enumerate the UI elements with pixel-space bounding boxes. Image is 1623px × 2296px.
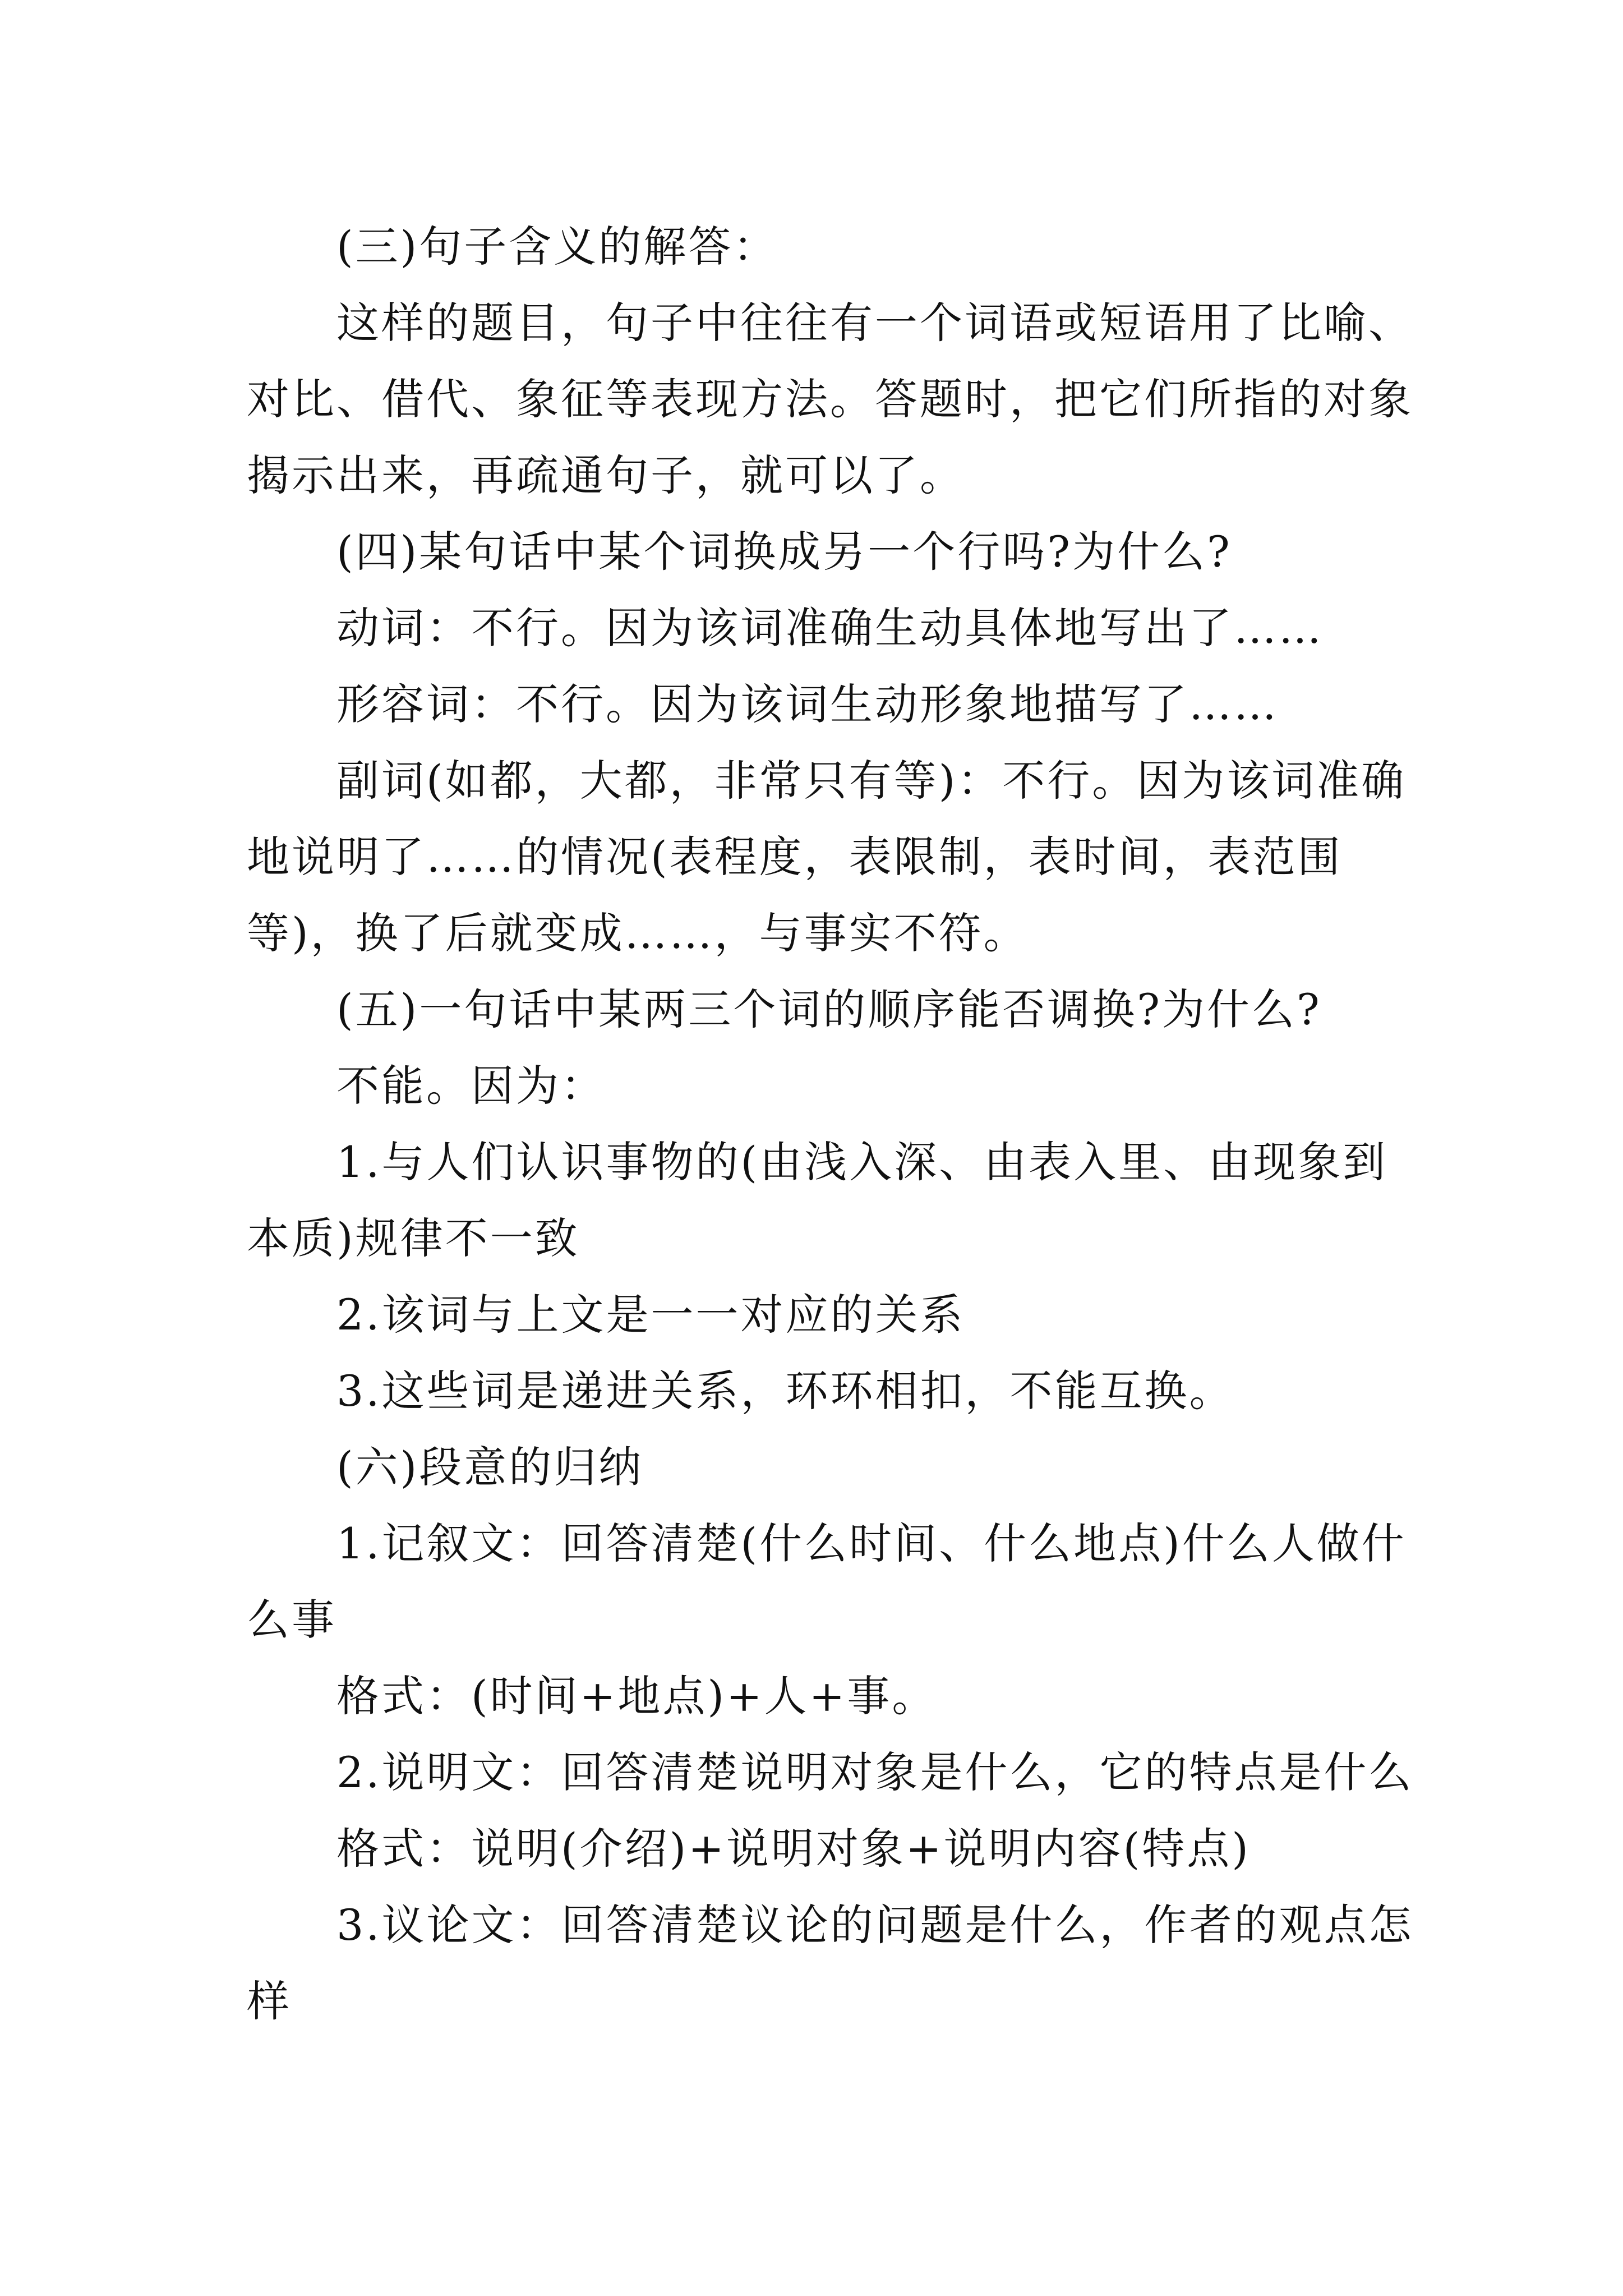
format-narrative: 格式：(时间+地点)+人+事。 xyxy=(336,1671,937,1721)
section-heading-word-order: (五)一句话中某两三个词的顺序能否调换?为什么? xyxy=(336,984,1322,1034)
document-body xyxy=(247,209,1424,2040)
paragraph-verb: 动词：不行。因为该词准确生动具体地写出了…… xyxy=(336,603,1324,653)
list-item-3: 3.这些词是递进关系，环环相扣，不能互换。 xyxy=(336,1366,1234,1416)
list-item-2: 2.该词与上文是一一对应的关系 xyxy=(336,1290,965,1340)
paragraph-cannot: 不能。因为： xyxy=(336,1061,606,1111)
section-heading-sentence-meaning: (三)句子含义的解答： xyxy=(336,222,778,272)
format-expository: 格式：说明(介绍)+说明对象+说明内容(特点) xyxy=(336,1824,1251,1874)
list-item-argumentative: 3.议论文：回答清楚议论的问题是什么，作者的观点怎样 xyxy=(247,1900,1414,2026)
paragraph-adverb: 副词(如都，大都，非常只有等)：不行。因为该词准确地说明了……的情况(表程度，表限制，表时间，表范围等)，换了后就变成……，与事实不符。 xyxy=(247,756,1407,958)
paragraph-adjective: 形容词：不行。因为该词生动形象地描写了…… xyxy=(336,679,1279,729)
paragraph-sentence-meaning: 这样的题目，句子中往往有一个词语或短语用了比喻、对比、借代、象征等表现方法。答题时，把它们所指的对象揭示出来，再疏通句子，就可以了。 xyxy=(247,298,1413,500)
section-heading-word-replacement: (四)某句话中某个词换成另一个行吗?为什么? xyxy=(336,527,1232,577)
list-item-1: 1.与人们认识事物的(由浅入深、由表入里、由现象到本质)规律不一致 xyxy=(247,1137,1388,1263)
list-item-expository: 2.说明文：回答清楚说明对象是什么，它的特点是什么 xyxy=(336,1747,1414,1797)
list-item-narrative: 1.记叙文：回答清楚(什么时间、什么地点)什么人做什么事 xyxy=(247,1519,1407,1645)
section-heading-paragraph-summary: (六)段意的归纳 xyxy=(336,1442,644,1492)
